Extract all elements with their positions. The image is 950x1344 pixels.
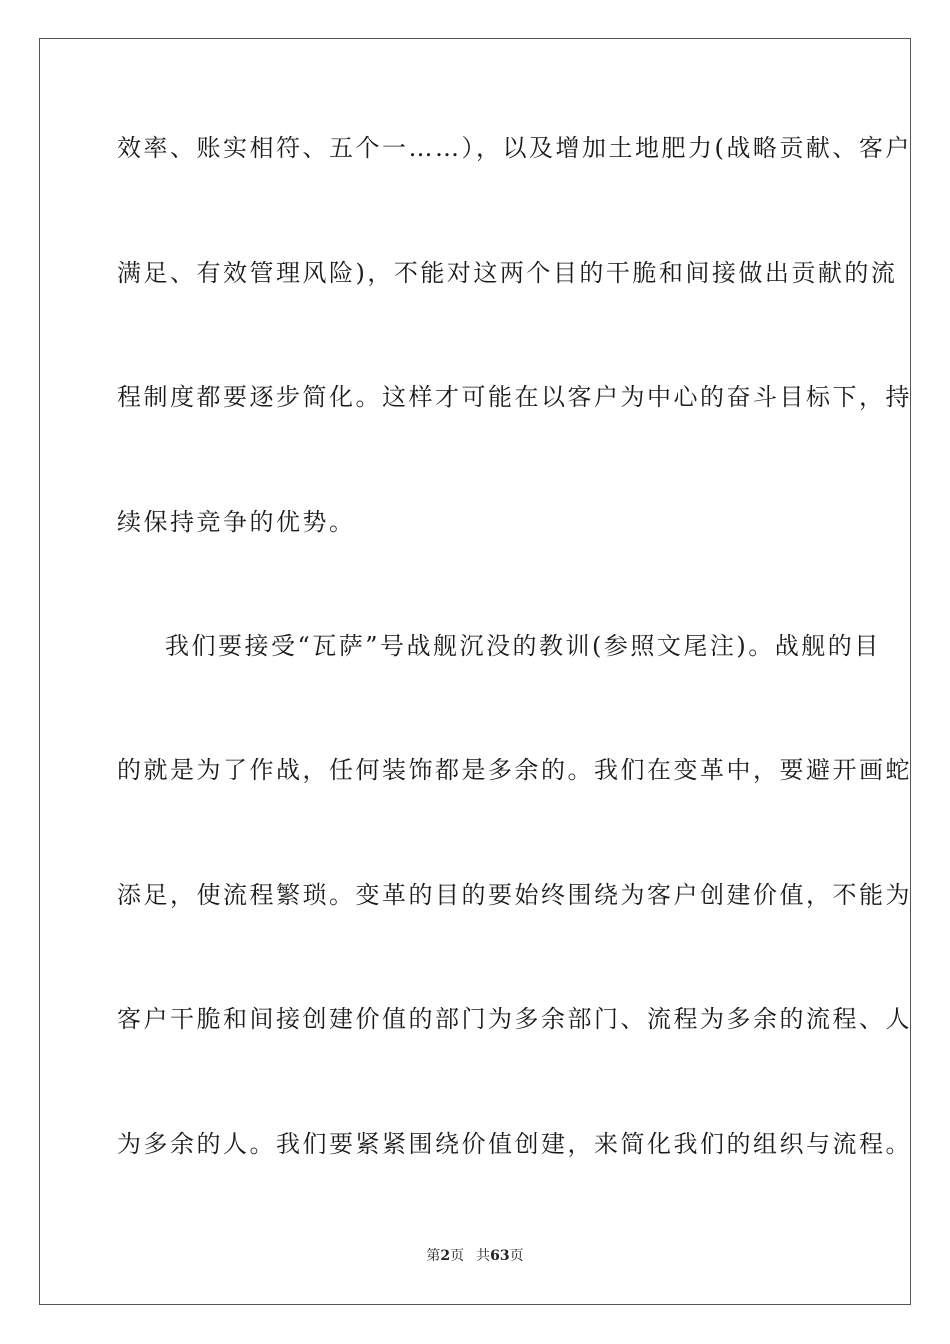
paragraph-line-4: 续保持竞争的优势。 — [117, 508, 356, 536]
footer-page-prefix: 第 — [426, 1248, 441, 1264]
footer-page-suffix: 页 — [450, 1248, 465, 1264]
paragraph-line-5: 我们要接受“瓦萨”号战舰沉没的教训(参照文尾注)。战舰的目 — [165, 632, 881, 660]
paragraph-line-1: 效率、账实相符、五个一……），以及增加土地肥力(战略贡献、客户 — [117, 134, 912, 162]
footer-total-prefix: 共 — [476, 1248, 491, 1264]
footer-page-number: 2 — [440, 1248, 451, 1264]
paragraph-line-9: 为多余的人。我们要紧紧围绕价值创建，来简化我们的组织与流程。 — [117, 1130, 912, 1158]
paragraph-line-7: 添足，使流程繁琐。变革的目的要始终围绕为客户创建价值，不能为 — [117, 881, 912, 909]
paragraph-line-2: 满足、有效管理风险)，不能对这两个目的干脆和间接做出贡献的流 — [117, 259, 898, 287]
footer-total-pages: 63 — [490, 1248, 510, 1264]
footer-total-suffix: 页 — [509, 1248, 524, 1264]
page-border — [39, 38, 911, 1305]
paragraph-line-6: 的就是为了作战，任何装饰都是多余的。我们在变革中，要避开画蛇 — [117, 756, 912, 784]
paragraph-line-3: 程制度都要逐步简化。这样才可能在以客户为中心的奋斗目标下，持 — [117, 383, 912, 411]
paragraph-line-8: 客户干脆和间接创建价值的部门为多余部门、流程为多余的流程、人 — [117, 1005, 912, 1033]
page-footer — [0, 1247, 950, 1265]
